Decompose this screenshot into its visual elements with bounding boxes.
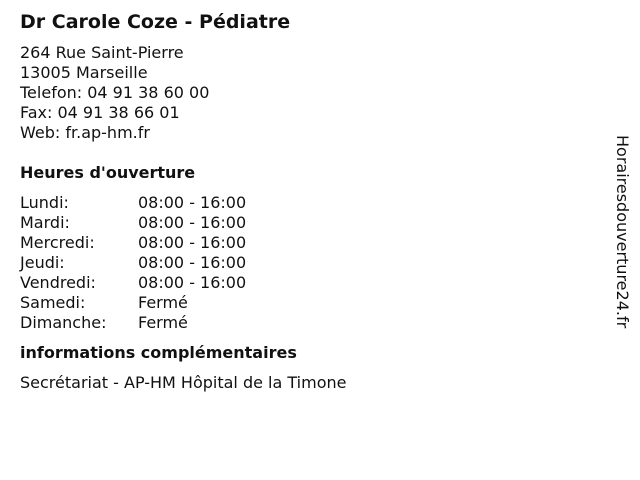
business-card — [20, 9, 580, 393]
city-postal-code: 13005 Marseille — [20, 63, 148, 82]
day-label: Mercredi: — [20, 233, 95, 252]
site-watermark: Horairesdouverture24.fr — [613, 135, 632, 329]
day-label: Jeudi: — [20, 253, 65, 272]
time-value: 08:00 - 16:00 — [138, 213, 247, 232]
website: Web: fr.ap-hm.fr — [20, 123, 150, 142]
page-title: Dr Carole Coze - Pédiatre — [20, 11, 291, 33]
hours-row-thursday — [20, 253, 580, 273]
day-label: Lundi: — [20, 193, 69, 212]
day-label: Mardi: — [20, 213, 70, 232]
time-value: Fermé — [138, 313, 188, 332]
time-value: Fermé — [138, 293, 188, 312]
additional-info-heading: informations complémentaires — [20, 343, 297, 362]
fax-number: Fax: 04 91 38 66 01 — [20, 103, 180, 122]
hours-row-saturday — [20, 293, 580, 313]
contact-block — [20, 43, 580, 143]
day-label: Vendredi: — [20, 273, 96, 292]
hours-row-friday — [20, 273, 580, 293]
phone-number: Telefon: 04 91 38 60 00 — [20, 83, 210, 102]
opening-hours-heading: Heures d'ouverture — [20, 163, 196, 182]
hours-row-tuesday — [20, 213, 580, 233]
hours-row-sunday — [20, 313, 580, 333]
opening-hours-table — [20, 193, 580, 333]
day-label: Samedi: — [20, 293, 86, 312]
time-value: 08:00 - 16:00 — [138, 253, 247, 272]
additional-info-text: Secrétariat - AP-HM Hôpital de la Timone — [20, 373, 347, 392]
time-value: 08:00 - 16:00 — [138, 233, 247, 252]
street-address: 264 Rue Saint-Pierre — [20, 43, 184, 62]
day-label: Dimanche: — [20, 313, 107, 332]
time-value: 08:00 - 16:00 — [138, 193, 247, 212]
hours-row-wednesday — [20, 233, 580, 253]
hours-row-monday — [20, 193, 580, 213]
time-value: 08:00 - 16:00 — [138, 273, 247, 292]
